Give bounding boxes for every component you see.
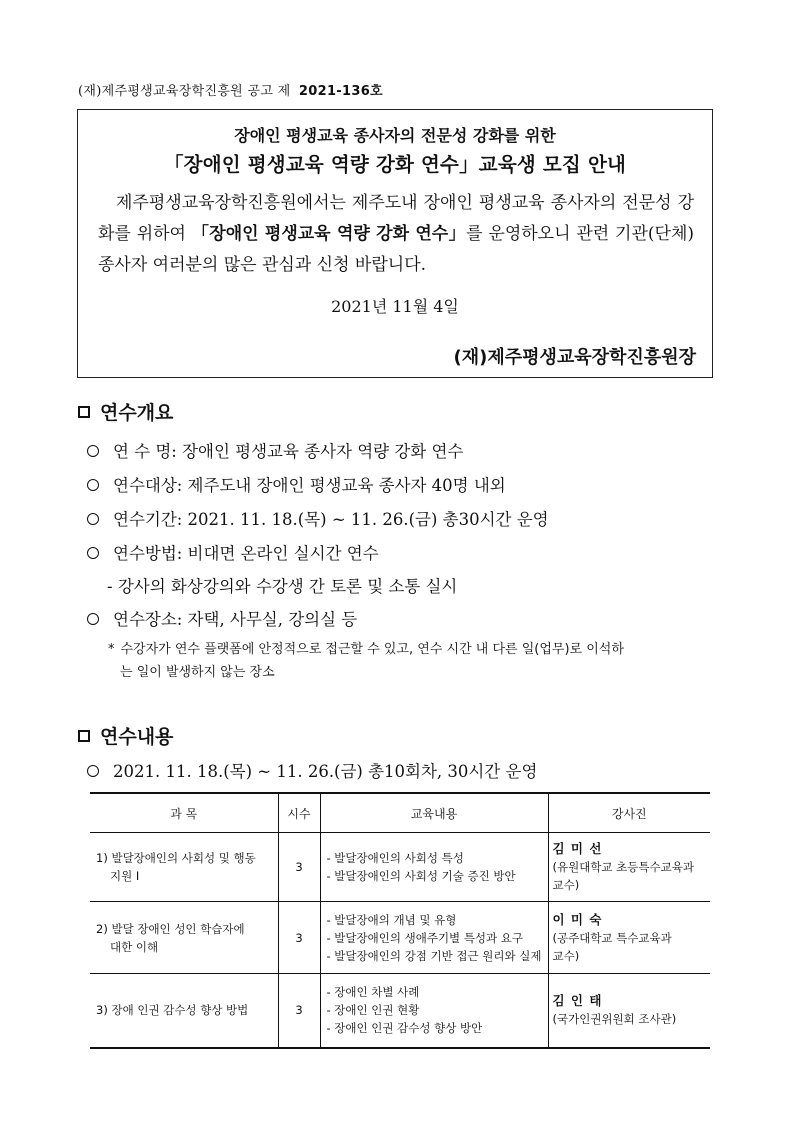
row-hours: 3 bbox=[278, 902, 320, 974]
content-line: - 발달장애의 개념 및 유형 bbox=[326, 912, 457, 927]
instructor-name: 이 미 숙 bbox=[552, 911, 603, 927]
contents-heading bbox=[78, 722, 173, 749]
overview-item bbox=[87, 506, 549, 530]
circle-bullet-icon bbox=[87, 765, 99, 777]
instructor-affiliation: (공주대학교 특수교육과 bbox=[552, 930, 672, 945]
subject-line: 3) 장애 인권 감수성 향상 방법 bbox=[96, 1003, 249, 1018]
subject-line: 2) 발달 장애인 성인 학습자에 bbox=[96, 921, 245, 936]
row-subject bbox=[90, 833, 278, 902]
circle-bullet-icon bbox=[87, 547, 99, 559]
header-instructor: 강사진 bbox=[548, 793, 710, 833]
announcement-body-part1: 제주평생교육장학진흥원에서는 제주도내 장애인 평생교육 종사자의 전문성 강화를 위하여 bbox=[98, 193, 694, 244]
overview-item bbox=[87, 540, 379, 564]
note-line2: 는 일이 발생하지 않는 장소 bbox=[120, 665, 275, 680]
content-line: - 발달장애인의 생애주기별 특성과 요구 bbox=[326, 930, 524, 945]
announcement-body-bold: 「장애인 평생교육 역량 강화 연수」 bbox=[191, 224, 467, 244]
row-instructor bbox=[548, 833, 710, 902]
overview-item bbox=[87, 472, 506, 496]
circle-bullet-icon bbox=[87, 479, 99, 491]
square-bullet-icon bbox=[78, 730, 90, 742]
row-subject bbox=[90, 902, 278, 974]
announcement-title-line1: 장애인 평생교육 종사자의 전문성 강화를 위한 bbox=[234, 126, 556, 145]
row-instructor bbox=[548, 974, 710, 1048]
announcement-organization: (재)제주평생교육장학진흥원장 bbox=[453, 347, 696, 368]
row-content bbox=[320, 833, 548, 902]
note-star: * bbox=[108, 642, 115, 657]
table-header-row bbox=[90, 793, 710, 833]
content-line: - 장애인 인권 현황 bbox=[326, 1003, 420, 1018]
header-subject: 과 목 bbox=[90, 793, 278, 833]
contents-summary-text: 2021. 11. 18.(목) ~ 11. 26.(금) 총10회차, 30시간 운영 bbox=[113, 762, 538, 781]
overview-item-location bbox=[87, 606, 357, 630]
overview-heading bbox=[78, 398, 173, 425]
header-content: 교육내용 bbox=[320, 793, 548, 833]
instructor-affiliation: (유원대학교 초등특수교육과 bbox=[552, 860, 694, 874]
content-line: - 발달장애인의 사회성 기술 증진 방안 bbox=[326, 869, 516, 883]
instructor-name: 김 인 태 bbox=[552, 993, 603, 1009]
overview-item-text: 연 수 명: 장애인 평생교육 종사자 역량 강화 연수 bbox=[113, 442, 464, 461]
overview-item-text: 연수기간: 2021. 11. 18.(목) ~ 11. 26.(금) 총30시간 운영 bbox=[113, 510, 549, 529]
content-line: - 발달장애인의 사회성 특성 bbox=[326, 851, 464, 865]
note-line1: 수강자가 연수 플랫폼에 안정적으로 접근할 수 있고, 연수 시간 내 다른 일(업무)로 이석하 bbox=[120, 642, 624, 657]
instructor-affiliation: (국가인권위원회 조사관) bbox=[552, 1012, 677, 1027]
curriculum-table bbox=[90, 792, 710, 1049]
announcement-body bbox=[98, 188, 694, 281]
content-line: - 발달장애인의 강점 기반 접근 원리와 실제 bbox=[326, 948, 542, 963]
notice-number bbox=[78, 80, 383, 99]
overview-heading-text: 연수개요 bbox=[100, 402, 174, 424]
row-content bbox=[320, 902, 548, 974]
table-row bbox=[90, 833, 710, 902]
overview-method-sub: - 강사의 화상강의와 수강생 간 토론 및 소통 실시 bbox=[107, 577, 458, 596]
overview-item-text: 연수대상: 제주도내 장애인 평생교육 종사자 40명 내외 bbox=[113, 476, 506, 495]
table-row bbox=[90, 974, 710, 1048]
circle-bullet-icon bbox=[87, 513, 99, 525]
content-line: - 장애인 인권 감수성 향상 방안 bbox=[326, 1021, 483, 1036]
subject-line: 대한 이해 bbox=[110, 939, 159, 954]
announcement-box bbox=[77, 109, 713, 378]
square-bullet-icon bbox=[78, 406, 90, 418]
row-instructor bbox=[548, 902, 710, 974]
circle-bullet-icon bbox=[87, 445, 99, 457]
overview-item bbox=[87, 438, 463, 462]
contents-summary bbox=[87, 758, 537, 782]
row-hours: 3 bbox=[278, 974, 320, 1048]
announcement-body-part2: 를 운영하오니 관련 기관(단체) 종사자 여러분의 많은 관심과 신청 바랍니다. bbox=[98, 224, 695, 275]
circle-bullet-icon bbox=[87, 613, 99, 625]
notice-number-value: 2021-136호 bbox=[298, 84, 383, 99]
overview-item-text: 연수방법: 비대면 온라인 실시간 연수 bbox=[113, 544, 379, 563]
row-subject bbox=[90, 974, 278, 1048]
location-note bbox=[108, 638, 718, 684]
contents-heading-text: 연수내용 bbox=[100, 726, 174, 748]
instructor-affiliation: 교수) bbox=[552, 948, 580, 963]
overview-item-text: 연수장소: 자택, 사무실, 강의실 등 bbox=[113, 610, 358, 629]
announcement-title-line2: 「장애인 평생교육 역량 강화 연수」교육생 모집 안내 bbox=[163, 153, 627, 176]
header-hours: 시수 bbox=[278, 793, 320, 833]
content-line: - 장애인 차별 사례 bbox=[326, 985, 420, 1000]
instructor-name: 김 미 선 bbox=[552, 841, 603, 856]
instructor-affiliation: 교수) bbox=[552, 878, 580, 892]
notice-number-prefix: (재)제주평생교육장학진흥원 공고 제 bbox=[78, 84, 291, 99]
subject-line: 1) 발달장애인의 사회성 및 행동 bbox=[96, 851, 256, 865]
table-row bbox=[90, 902, 710, 974]
announcement-date: 2021년 11월 4일 bbox=[331, 297, 459, 316]
subject-line: 지원 I bbox=[110, 869, 140, 883]
row-content bbox=[320, 974, 548, 1048]
row-hours: 3 bbox=[278, 833, 320, 902]
